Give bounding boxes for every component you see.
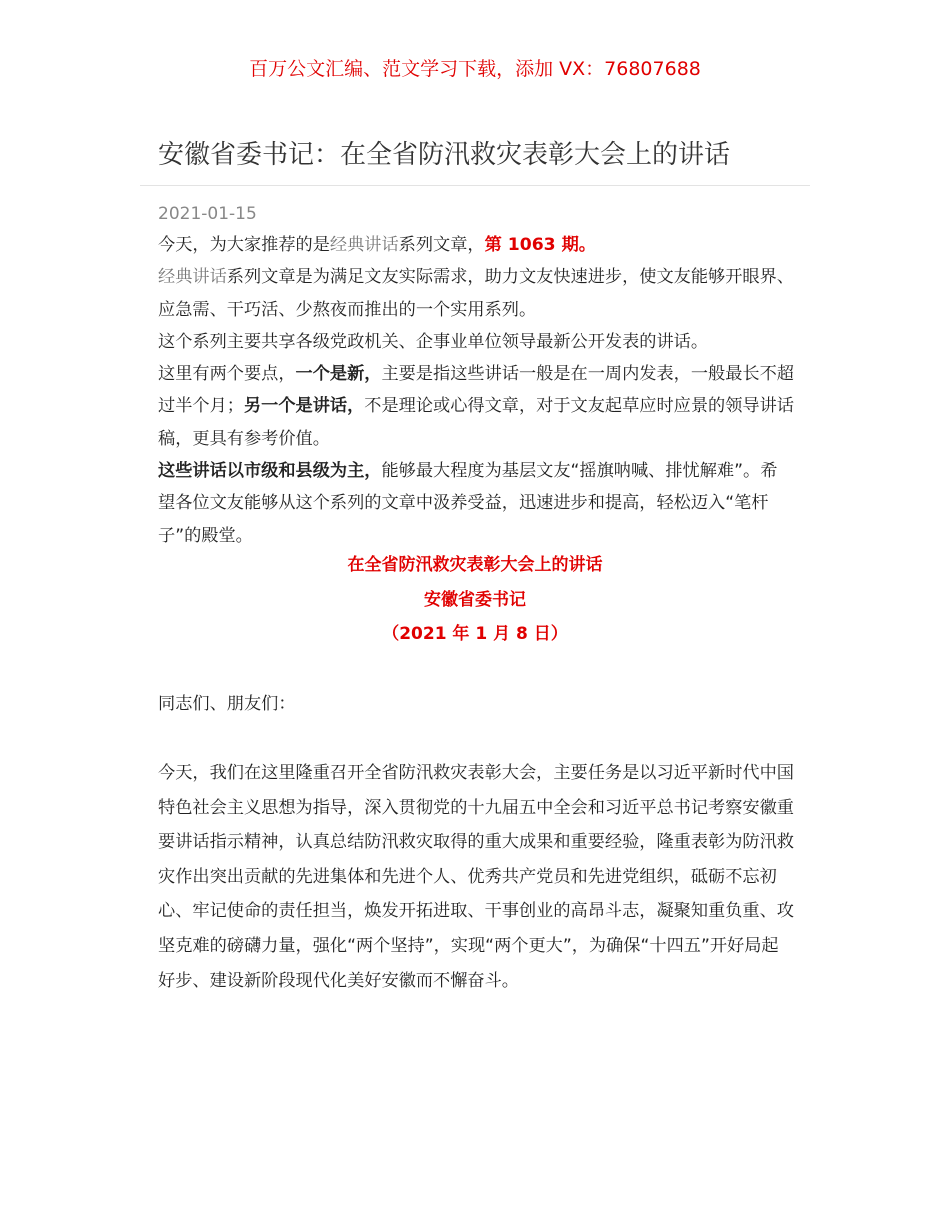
intro-text: 不是理论或心得文章，对于文友起草应时应景的领导讲话稿，更具有参考价值。 (158, 396, 794, 449)
speech-speaker: 安徽省委书记 (424, 590, 526, 610)
intro-text: 今天，为大家推荐的是 (158, 235, 330, 255)
series-name: 经典讲话 (158, 267, 227, 288)
speech-paragraph: 今天，我们在这里隆重召开全省防汛救灾表彰大会，主要任务是以习近平新时代中国特色社会主义思想为指导，深入贯彻党的十九届五中全会和习近平总书记考察安徽重要讲话指示精神，认真总结防汛救灾取得的重大成果和重要经验，隆重表彰为防汛救灾作出突出贡献的先进集体和先进个人、优秀共产党员和先进党组织，砥砺不忘初心、牢记使命的责任担当，焕发开拓进取、干事创业的高昂斗志，凝聚知重负重、攻坚克难的磅礴力量，强化“两个坚持”，实现“两个更大”，为确保“十四五”开好局起好步、建设新阶段现代化美好安徽而不懈奋斗。 (158, 763, 794, 991)
intro-paragraph-2 (158, 261, 794, 326)
intro-text: 这里有两个要点， (158, 364, 296, 385)
intro-emphasis: 这些讲话以市级和县级为主， (158, 461, 382, 482)
speech-date: （2021 年 1 月 8 日） (382, 624, 568, 644)
title-divider (140, 185, 810, 186)
intro-emphasis: 一个是新， (295, 364, 382, 385)
speech-title: 在全省防汛救灾表彰大会上的讲话 (347, 555, 603, 575)
intro-emphasis: 另一个是讲话， (243, 396, 365, 417)
intro-paragraph-5 (158, 455, 794, 552)
issue-number: 第 1063 期。 (484, 235, 596, 255)
speech-greeting: 同志们、朋友们： (158, 694, 296, 714)
intro-paragraph-4 (158, 358, 794, 455)
speech-body (158, 756, 794, 998)
article-title: 安徽省委书记：在全省防汛救灾表彰大会上的讲话 (158, 140, 731, 170)
intro-section (158, 229, 794, 552)
promo-banner: 百万公文汇编、范文学习下载，添加 VX：76807688 (249, 58, 701, 80)
intro-text: 系列文章， (398, 235, 485, 255)
intro-text: 主要是指这些讲话一般是在一周内发表，一般最长不超过半个月； (158, 364, 794, 417)
intro-text: 系列文章是为满足文友实际需求，助力文友快速进步，使文友能够开眼界、应急需、干巧活、少熬夜而推出的一个实用系列。 (158, 267, 794, 320)
series-name: 经典讲话 (329, 235, 399, 255)
intro-text: 能够最大程度为基层文友“摇旗呐喊、排忧解难”。希望各位文友能够从这个系列的文章中汲养受益，迅速进步和提高，轻松迈入“笔杆子”的殿堂。 (158, 461, 778, 546)
intro-paragraph-1 (158, 229, 794, 261)
intro-paragraph-3: 这个系列主要共享各级党政机关、企事业单位领导最新公开发表的讲话。 (158, 331, 709, 352)
publish-date: 2021-01-15 (158, 204, 257, 224)
